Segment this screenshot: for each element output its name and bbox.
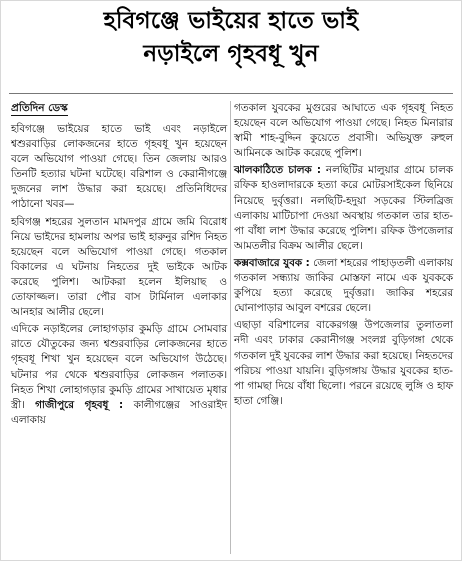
subhead-coxsbazar: কক্সবাজারে যুবক : bbox=[234, 256, 310, 269]
jhalokati-text: নলছিটির মালুয়ার গ্রামে চালক রফিক হাওলাদারকে হত্যা করে মোটরসাইকেল ছিনিয়ে নিয়েছে দুর্বৃত্তরা। নলছিটি-হদুয়া সড়কের স্টিলব্রিজ এলাকায় মাটিচাপা দেওয়া অবস্থায় গতকাল তার হাত-পা বাঁধা লাশ উদ্ধার করেছে পুলিশ। রফিক উপজেলার আমতলীর বিক্রম আলীর ছেলে। bbox=[234, 164, 453, 252]
coxsbazar-text: জেলা শহরের পাহাড়তলী এলাকায় গতকাল সন্ধ্যায় জাকির মোস্তফা নামে এক যুবককে কুপিয়ে হত্যা করেছে দুর্বৃত্তরা। জাকির শহরের ঘোনাপাড়ার আবুল বশরের ছেলে। bbox=[234, 256, 453, 315]
article-column-left bbox=[11, 101, 227, 554]
dateline: প্রতিদিন ডেস্ক bbox=[11, 102, 68, 114]
paragraph-narail bbox=[11, 322, 227, 428]
headline-line-1: হবিগঞ্জে ভাইয়ের হাতে ভাই bbox=[103, 8, 359, 34]
subhead-jhalokati: ঝালকাঠিতে চালক : bbox=[234, 164, 321, 177]
paragraph-gazipur-cont: গতকাল যুবকের মুগুরের আঘাতে এক গৃহবধূ নিহত হয়েছেন বলে অভিযোগ পাওয়া গেছে। নিহত মিনারার স্বামী শাহ-বুদ্দিন কুয়েতে প্রবাসী। অভিযুক্ত রুহুল আমিনকে আটক করেছে পুলিশ। bbox=[234, 102, 453, 160]
subhead-gazipur: গাজীপুরে গৃহবধূ : bbox=[35, 398, 124, 411]
headline bbox=[1, 5, 461, 71]
narail-text: এদিকে নড়াইলের লোহাগড়ার কুমড়ি গ্রামে সোমবার রাতে যৌতুকের জন্য শ্বশুরবাড়ির লোকজনের হাতে গৃহবধূ শিখা খুন হয়েছেন বলে অভিযোগ উঠেছে। ঘটনার পর থেকে শ্বশুরবাড়ির লোকজন পলাতক। নিহত শিখা লোহাগড়ার কুমড়ি গ্রামের সাখায়েত মৃধার স্ত্রী। bbox=[11, 323, 227, 411]
paragraph-intro: হবিগঞ্জে ভাইয়ের হাতে ভাই এবং নড়াইলে শ্বশুরবাড়ির লোকজনের হাতে গৃহবধূ খুন হয়েছেন বলে অভিযোগ পাওয়া গেছে। তিন জেলায় আরও তিনটি হত্যার ঘটনা ঘটেছে। বরিশাল ও কেরানীগঞ্জে দুজনের লাশ উদ্ধার করা হয়েছে। প্রতিনিধিদের পাঠানো খবর— bbox=[11, 123, 227, 211]
gazipur-text-start: কালীগঞ্জের সাওরাইদ এলাকায় bbox=[11, 398, 227, 426]
headline-line-2: নড়াইলে গৃহবধূ খুন bbox=[143, 41, 319, 67]
paragraph-habiganj: হবিগঞ্জ শহরের সুলতান মামদপুর গ্রামে জমি বিরোধ নিয়ে ভাইদের হামলায় অপর ভাই হারুনুর রশিদ নিহত হয়েছেন বলে অভিযোগ পাওয়া গেছে। গতকাল বিকালের এ ঘটনায় নিহতের দুই ভাইকে আটক করেছে পুলিশ। আটকরা হলেন ইলিয়াছ ও তোফাজ্জল। তারা পৌর বাস টার্মিনাল এলাকার আনহার আলীর ছেলে। bbox=[11, 215, 227, 319]
column-divider bbox=[230, 101, 231, 554]
paragraph-barishal: এছাড়া বরিশালের বাকেরগঞ্জ উপজেলার তুলাতলা নদী এবং ঢাকার কেরানীগঞ্জ সংলগ্ন বুড়িগঙ্গা থেকে গতকাল দুই যুবকের লাশ উদ্ধার করা হয়েছে। নিহতদের পরিচয় পাওয়া যায়নি। বুড়িগঙ্গায় উদ্ধার যুবকের হাত-পা গামছা দিয়ে বাঁধা ছিলো। পরনে রয়েছে লুঙ্গি ও হাফ হাতা গেঞ্জি। bbox=[234, 319, 453, 407]
paragraph-jhalokati bbox=[234, 163, 453, 254]
headline-rule bbox=[9, 93, 453, 94]
article-column-right bbox=[234, 101, 453, 554]
paragraph-coxsbazar bbox=[234, 256, 453, 316]
